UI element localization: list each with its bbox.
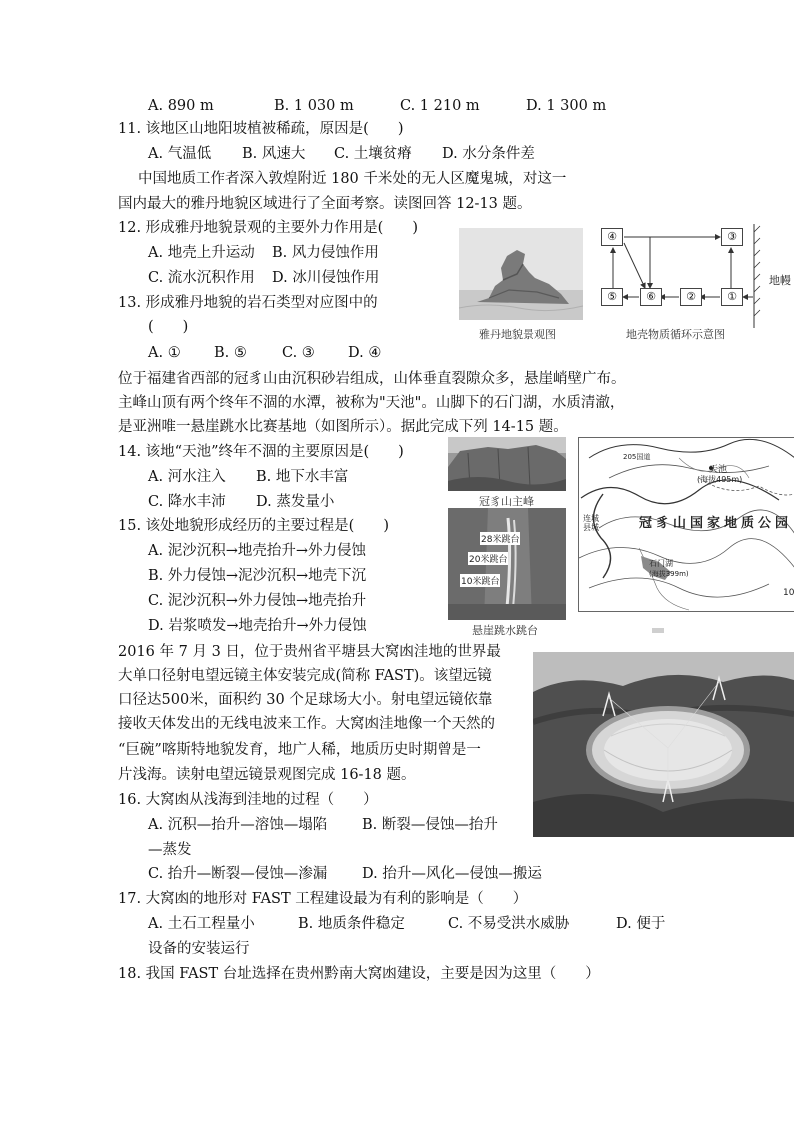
q16-option-c: C. 抬升—断裂—侵蚀—渗漏 — [148, 866, 328, 882]
q14-option-c: C. 降水丰沛 — [148, 494, 226, 510]
passage1-line2: 国内最大的雅丹地貌区域进行了全面考察。读图回答 12-13 题。 — [118, 196, 532, 212]
q14-option-b: B. 地下水丰富 — [256, 469, 349, 485]
q17-option-d-cont: 设备的安装运行 — [148, 941, 250, 957]
q12-options-row2 — [148, 268, 448, 288]
q17-options — [148, 914, 688, 934]
q15-stem: 15. 该处地貌形成经历的主要过程是( ) — [118, 518, 389, 534]
q17-stem: 17. 大窝凼的地形对 FAST 工程建设最为有利的影响是（ ） — [118, 891, 528, 907]
q16-options-row1 — [148, 815, 528, 835]
geopark-map — [578, 437, 794, 612]
dive-platform-10m: 10米跳台 — [460, 574, 500, 587]
fast-telescope-photo — [533, 652, 794, 837]
q16-option-a: A. 沉积—抬升—溶蚀—塌陷 — [148, 817, 328, 833]
telescope-illustration — [533, 652, 794, 837]
q17-option-c: C. 不易受洪水威胁 — [448, 916, 570, 932]
park-title: 冠豸山国家地质公园 — [639, 516, 793, 531]
q16-options-row2 — [148, 864, 608, 884]
cycle-node-6: ⑥ — [640, 288, 662, 306]
q14-options-row1 — [148, 467, 428, 487]
peak-illustration — [448, 437, 566, 491]
lake-label: 石门湖 — [649, 559, 673, 568]
q12-option-a: A. 地壳上升运动 — [148, 245, 255, 261]
q10-option-b: B. 1 030 m — [274, 98, 354, 114]
q11-option-b: B. 风速大 — [242, 146, 306, 162]
q11-option-a: A. 气温低 — [148, 146, 212, 162]
mantle-label: 地幔 — [769, 274, 791, 287]
map-scale-label: 10 — [783, 588, 794, 598]
passage3-line4: 接收天体发出的无线电波来工作。大窝凼洼地像一个天然的 — [118, 716, 495, 732]
road-label: 205国道 — [623, 453, 651, 461]
q15-option-a: A. 泥沙沉积→地壳抬升→外力侵蚀 — [148, 543, 366, 559]
cycle-node-3: ③ — [721, 228, 743, 246]
yardang-rock-illustration — [459, 228, 583, 320]
q17-option-b: B. 地质条件稳定 — [298, 916, 405, 932]
q14-options-row2 — [148, 492, 428, 512]
q15-option-b: B. 外力侵蚀→泥沙沉积→地壳下沉 — [148, 568, 367, 584]
q10-option-d: D. 1 300 m — [526, 98, 607, 114]
q10-options — [148, 96, 628, 116]
dive-platform-28m: 28米跳台 — [480, 532, 520, 545]
q12-stem: 12. 形成雅丹地貌景观的主要外力作用是( ) — [118, 220, 418, 236]
yardang-photo — [459, 228, 583, 320]
passage1-line1: 中国地质工作者深入敦煌附近 180 千米处的无人区魔鬼城，对这一 — [138, 171, 567, 187]
q16-stem: 16. 大窝凼从浅海到洼地的过程（ ） — [118, 792, 378, 808]
tianchi-label: 天池 — [709, 465, 728, 475]
passage3-line5: “巨碗”喀斯特地貌发育，地广人稀，地质历史时期曾是一 — [118, 742, 481, 758]
q12-option-d: D. 冰川侵蚀作用 — [272, 270, 380, 286]
q16-option-b-cont: —蒸发 — [148, 842, 192, 858]
tianchi-altitude: (海拔495m) — [697, 475, 743, 484]
dive-platform-20m: 20米跳台 — [468, 552, 508, 565]
passage3-line2: 大单口径射电望远镜主体安装完成(简称 FAST)。该望远镜 — [118, 668, 492, 684]
lake-altitude: (海拔399m) — [649, 570, 689, 578]
passage2-line3: 是亚洲唯一悬崖跳水比赛基地（如图所示）。据此完成下列 14-15 题。 — [118, 419, 568, 435]
q12-option-c: C. 流水沉积作用 — [148, 270, 255, 286]
q15-option-d: D. 岩浆喷发→地壳抬升→外力侵蚀 — [148, 618, 367, 634]
q11-option-d: D. 水分条件差 — [442, 146, 535, 162]
passage2-line1: 位于福建省西部的冠豸山由沉积砂岩组成，山体垂直裂隙众多，悬崖峭壁广布。 — [118, 371, 626, 387]
q16-option-b: B. 断裂—侵蚀—抬升 — [362, 817, 498, 833]
q11-options — [148, 144, 568, 164]
passage3-line1: 2016 年 7 月 3 日，位于贵州省平塘县大窝凼洼地的世界最 — [118, 644, 501, 660]
q12-option-b: B. 风力侵蚀作用 — [272, 245, 379, 261]
cycle-node-5: ⑤ — [601, 288, 623, 306]
q18-stem: 18. 我国 FAST 台址选择在贵州黔南大窝凼建设，主要是因为这里（ ） — [118, 966, 600, 982]
passage3-line6: 片浅海。读射电望远镜景观图完成 16-18 题。 — [118, 767, 416, 783]
cycle-node-1: ① — [721, 288, 743, 306]
q10-option-a: A. 890 m — [148, 98, 214, 114]
q17-option-d: D. 便于 — [616, 916, 666, 932]
cliff-diving-photo — [448, 508, 566, 620]
q13-options — [148, 343, 428, 363]
q11-stem: 11. 该地区山地阳坡植被稀疏，原因是( ) — [118, 121, 404, 137]
guanzhai-peak-photo — [448, 437, 566, 491]
q10-option-c: C. 1 210 m — [400, 98, 480, 114]
county-label: 连城县城 — [583, 514, 599, 532]
q13-option-a: A. ① — [148, 345, 181, 361]
q11-option-c: C. 土壤贫瘠 — [334, 146, 412, 162]
peak-caption: 冠豸山主峰 — [479, 495, 534, 508]
q14-stem: 14. 该地“天池”终年不涸的主要原因是( ) — [118, 444, 404, 460]
q13-option-d: D. ④ — [348, 345, 382, 361]
q16-option-d: D. 抬升—风化—侵蚀—搬运 — [362, 866, 542, 882]
dive-caption: 悬崖跳水跳台 — [472, 624, 538, 637]
yardang-photo-caption: 雅丹地貌景观图 — [479, 328, 556, 341]
cycle-node-4: ④ — [601, 228, 623, 246]
q17-option-a: A. 土石工程量小 — [148, 916, 255, 932]
q14-option-a: A. 河水注入 — [148, 469, 226, 485]
q13-paren: ( ) — [148, 319, 189, 335]
q13-option-b: B. ⑤ — [214, 345, 247, 361]
q12-options-row1 — [148, 243, 448, 263]
map-shadow-mark — [652, 628, 664, 633]
q15-option-c: C. 泥沙沉积→外力侵蚀→地壳抬升 — [148, 593, 367, 609]
passage3-line3: 口径达500米，面积约 30 个足球场大小。射电望远镜依靠 — [118, 692, 493, 708]
rock-cycle-caption: 地壳物质循环示意图 — [626, 328, 725, 341]
cycle-node-2: ② — [680, 288, 702, 306]
q14-option-d: D. 蒸发量小 — [256, 494, 335, 510]
passage2-line2: 主峰山顶有两个终年不涸的水潭，被称为"天池"。山脚下的石门湖，水质清澈， — [118, 395, 625, 411]
q13-stem: 13. 形成雅丹地貌的岩石类型对应图中的 — [118, 295, 378, 311]
q13-option-c: C. ③ — [282, 345, 315, 361]
rock-cycle-diagram — [592, 224, 794, 328]
